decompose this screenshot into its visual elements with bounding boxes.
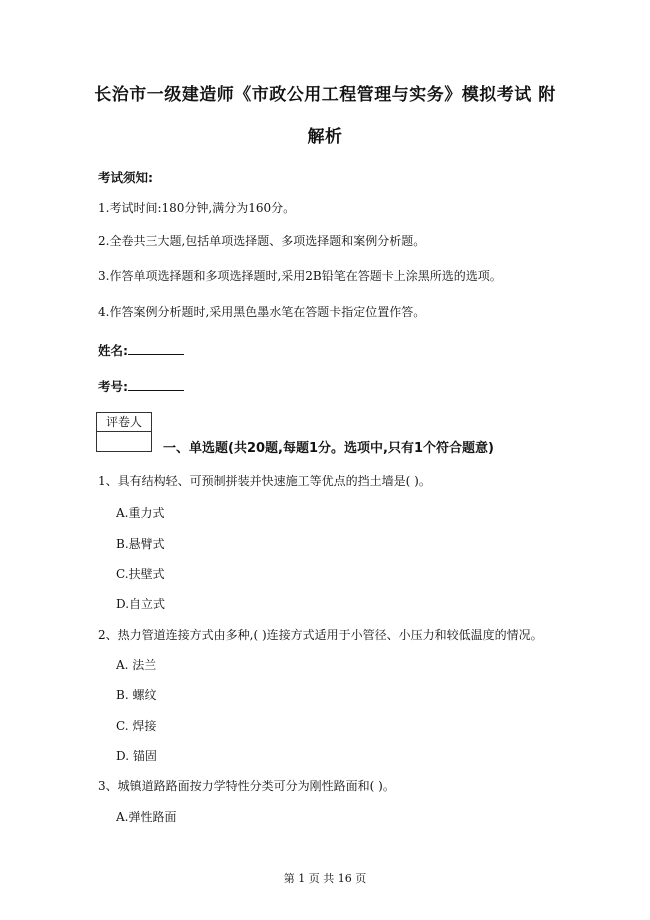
page-title-line-2: 解析 <box>307 127 343 147</box>
question-option: B.悬臂式 <box>116 537 165 551</box>
question-option: D.自立式 <box>116 597 166 611</box>
name-blank[interactable] <box>128 343 184 355</box>
question-option: B. 螺纹 <box>116 688 157 702</box>
question-option: A. 法兰 <box>116 658 157 672</box>
question-option: A.弹性路面 <box>116 810 177 824</box>
id-label: 考号: <box>98 379 128 394</box>
name-field[interactable] <box>98 340 184 359</box>
id-blank[interactable] <box>128 379 184 391</box>
notice-item: 1.考试时间:180分钟,满分为160分。 <box>98 201 296 215</box>
question-stem: 1、具有结构轻、可预制拼装并快速施工等优点的挡土墙是( )。 <box>98 474 431 488</box>
grader-box <box>96 412 152 452</box>
question-option: C.扶壁式 <box>116 567 165 581</box>
id-field[interactable] <box>98 376 184 395</box>
question-stem: 2、热力管道连接方式由多种,( )连接方式适用于小管径、小压力和较低温度的情况。 <box>98 628 543 642</box>
question-option: C. 焊接 <box>116 719 157 733</box>
page-title-line-1: 长治市一级建造师《市政公用工程管理与实务》模拟考试 附 <box>94 85 556 105</box>
question-stem: 3、城镇道路路面按力学特性分类可分为刚性路面和( )。 <box>98 779 395 793</box>
section-title: 一、单选题(共20题,每题1分。选项中,只有1个符合题意) <box>163 441 494 456</box>
notice-item: 3.作答单项选择题和多项选择题时,采用2B铅笔在答题卡上涂黑所选的选项。 <box>98 269 502 283</box>
page-footer: 第 1 页 共 16 页 <box>283 872 367 885</box>
name-label: 姓名: <box>98 343 128 358</box>
question-option: A.重力式 <box>116 506 165 520</box>
question-option: D. 锚固 <box>116 749 157 763</box>
notice-item: 4.作答案例分析题时,采用黑色墨水笔在答题卡指定位置作答。 <box>98 305 426 319</box>
grader-label: 评卷人 <box>97 413 151 432</box>
notice-heading: 考试须知: <box>98 170 153 185</box>
notice-item: 2.全卷共三大题,包括单项选择题、多项选择题和案例分析题。 <box>98 234 426 248</box>
